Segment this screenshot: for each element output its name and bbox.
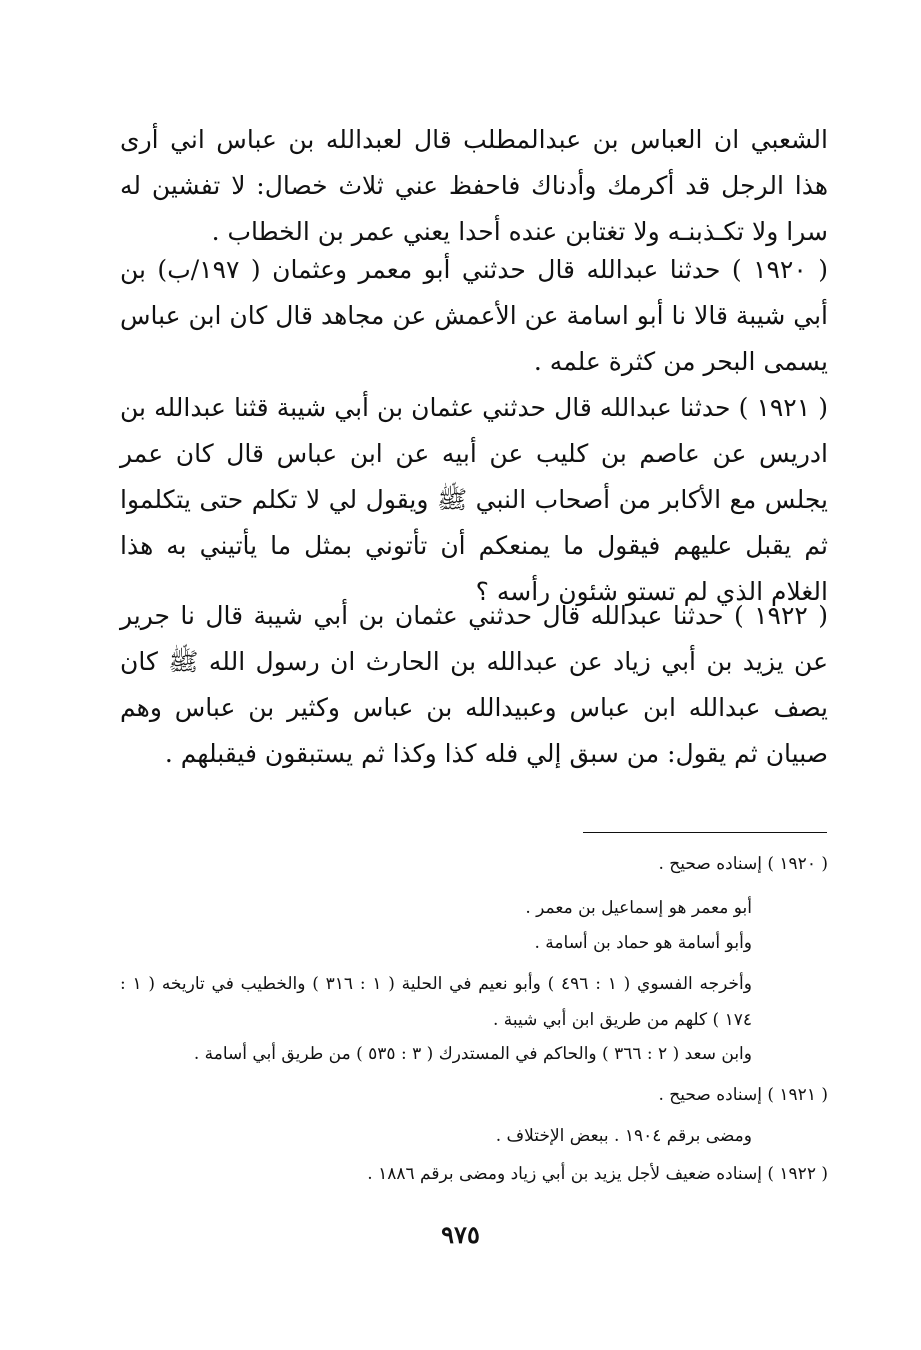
footnote-line: أبو معمر هو إسماعيل بن معمر . [525, 898, 752, 918]
main-paragraph-continuation [120, 117, 828, 255]
footnote-line: ومضى برقم ١٩٠٤ . ببعض الإختلاف . [495, 1126, 752, 1146]
paragraph-text: ( ١٩٢٠ ) حدثنا عبدالله قال حدثني أبو معمر وعثمان ( ١٩٧/ب) بن أبي شيبة قالا نا أبو اسامة عن الأعمش عن مجاهد قال كان ابن عباس يسمى البحر من كثرة علمه . [120, 255, 828, 376]
footnote-line: وأبو أسامة هو حماد بن أسامة . [534, 933, 752, 953]
footnote-divider [583, 832, 827, 833]
footnote-line: وأخرجه الفسوي ( ١ : ٤٩٦ ) وأبو نعيم في الحلية ( ١ : ٣١٦ ) والخطيب في تاريخه ( ١ : ١٧٤ ) كلهم من طريق ابن أبي شيبة . [120, 974, 752, 1030]
paragraph-text: ( ١٩٢٢ ) حدثنا عبدالله قال حدثني عثمان بن أبي شيبة قال نا جرير عن يزيد بن أبي زياد عن عبدالله بن الحارث ان رسول الله ﷺ كان يصف عبدالله ابن عباس وعبيدالله بن عباس وكثير بن عباس وهم صبيان ثم يقول: من سبق إلي فله كذا وكذا ثم يستبقون فيقبلهم . [120, 601, 828, 768]
footnote-1922-heading: ( ١٩٢٢ ) إسناده ضعيف لأجل يزيد بن أبي زياد ومضى برقم ١٨٨٦ . [367, 1164, 828, 1184]
footnote-1921-heading: ( ١٩٢١ ) إسناده صحيح . [658, 1085, 828, 1105]
hadith-1920 [120, 247, 828, 385]
paragraph-text: ( ١٩٢١ ) حدثنا عبدالله قال حدثني عثمان بن أبي شيبة قثنا عبدالله بن ادريس عن عاصم بن كليب عن أبيه عن ابن عباس قال كان عمر يجلس مع الأكابر من أصحاب النبي ﷺ ويقول لي لا تكلم حتى يتكلموا ثم يقبل عليهم فيقول ما يمنعكم أن تأتوني بمثل ما يأتيني به هذا الغلام الذي لم تستو شئون رأسه ؟ [120, 393, 828, 606]
hadith-1922 [120, 593, 828, 777]
footnote-1920-heading: ( ١٩٢٠ ) إسناده صحيح . [658, 854, 828, 874]
footnote-line: وابن سعد ( ٢ : ٣٦٦ ) والحاكم في المستدرك ( ٣ : ٥٣٥ ) من طريق أبي أسامة . [193, 1044, 752, 1064]
page-number: ٩٧٥ [441, 1220, 480, 1249]
hadith-1921 [120, 385, 828, 615]
paragraph-text: الشعبي ان العباس بن عبدالمطلب قال لعبدالله بن عباس اني أرى هذا الرجل قد أكرمك وأدناك فاحفظ عني ثلاث خصال: لا تفشين له سرا ولا تكـذبنـه ولا تغتابن عنده أحدا يعني عمر بن الخطاب . [120, 125, 828, 246]
